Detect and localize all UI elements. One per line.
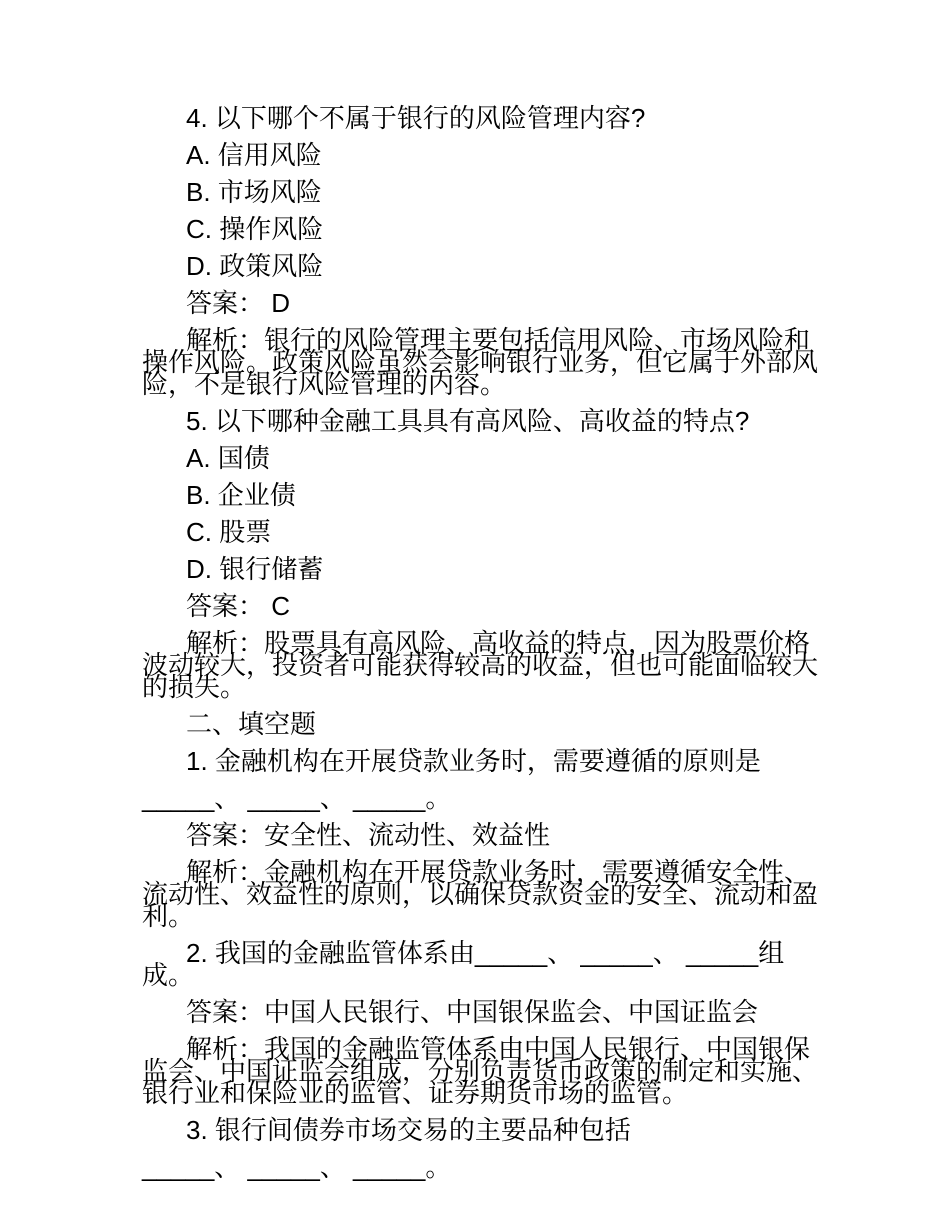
question-4-answer: 答案： D: [186, 288, 291, 318]
question-5-analysis: 解析：股票具有高风险、高收益的特点，因为股票价格波动较大，投资者可能获得较高的收益，但也可能面临较大的损失。: [142, 628, 819, 702]
fill-question-1-answer: 答案：安全性、流动性、效益性: [186, 820, 551, 850]
fill-question-2-answer: 答案：中国人民银行、中国银保监会、中国证监会: [186, 997, 759, 1027]
question-5-text: 5. 以下哪种金融工具具有高风险、高收益的特点?: [186, 406, 750, 436]
question-4-option-c: C. 操作风险: [186, 214, 324, 244]
fill-question-3-blanks: _____、 _____、 _____。: [142, 1152, 452, 1182]
question-4-option-a: A. 信用风险: [186, 140, 322, 170]
fill-question-2-analysis: 解析：我国的金融监管体系由中国人民银行、中国银保监会、中国证监会组成，分别负责货币政策的制定和实施、银行业和保险业的监管、证券期货市场的监管。: [142, 1034, 819, 1108]
question-4-text: 4. 以下哪个不属于银行的风险管理内容?: [186, 103, 646, 133]
fill-question-1-analysis: 解析：金融机构在开展贷款业务时，需要遵循安全性、流动性、效益性的原则，以确保贷款资金的安全、流动和盈利。: [142, 857, 819, 931]
question-4-analysis: 解析：银行的风险管理主要包括信用风险、市场风险和操作风险。政策风险虽然会影响银行业务，但它属于外部风险，不是银行风险管理的内容。: [142, 325, 819, 399]
question-5-option-b: B. 企业债: [186, 480, 296, 510]
question-4-option-b: B. 市场风险: [186, 177, 322, 207]
question-5-answer: 答案： C: [186, 591, 291, 621]
question-4-option-d: D. 政策风险: [186, 251, 324, 281]
question-5-option-d: D. 银行储蓄: [186, 554, 324, 584]
question-5-option-c: C. 股票: [186, 517, 272, 547]
fill-question-3-text: 3. 银行间债券市场交易的主要品种包括: [186, 1115, 631, 1145]
section-heading-fill-in: 二、填空题: [186, 709, 317, 739]
fill-question-1-text: 1. 金融机构在开展贷款业务时，需要遵循的原则是: [186, 746, 761, 776]
fill-question-1-blanks: _____、 _____、 _____。: [142, 783, 452, 813]
question-5-option-a: A. 国债: [186, 443, 270, 473]
fill-question-2-text: 2. 我国的金融监管体系由_____、 _____、 _____组成。: [142, 938, 785, 990]
